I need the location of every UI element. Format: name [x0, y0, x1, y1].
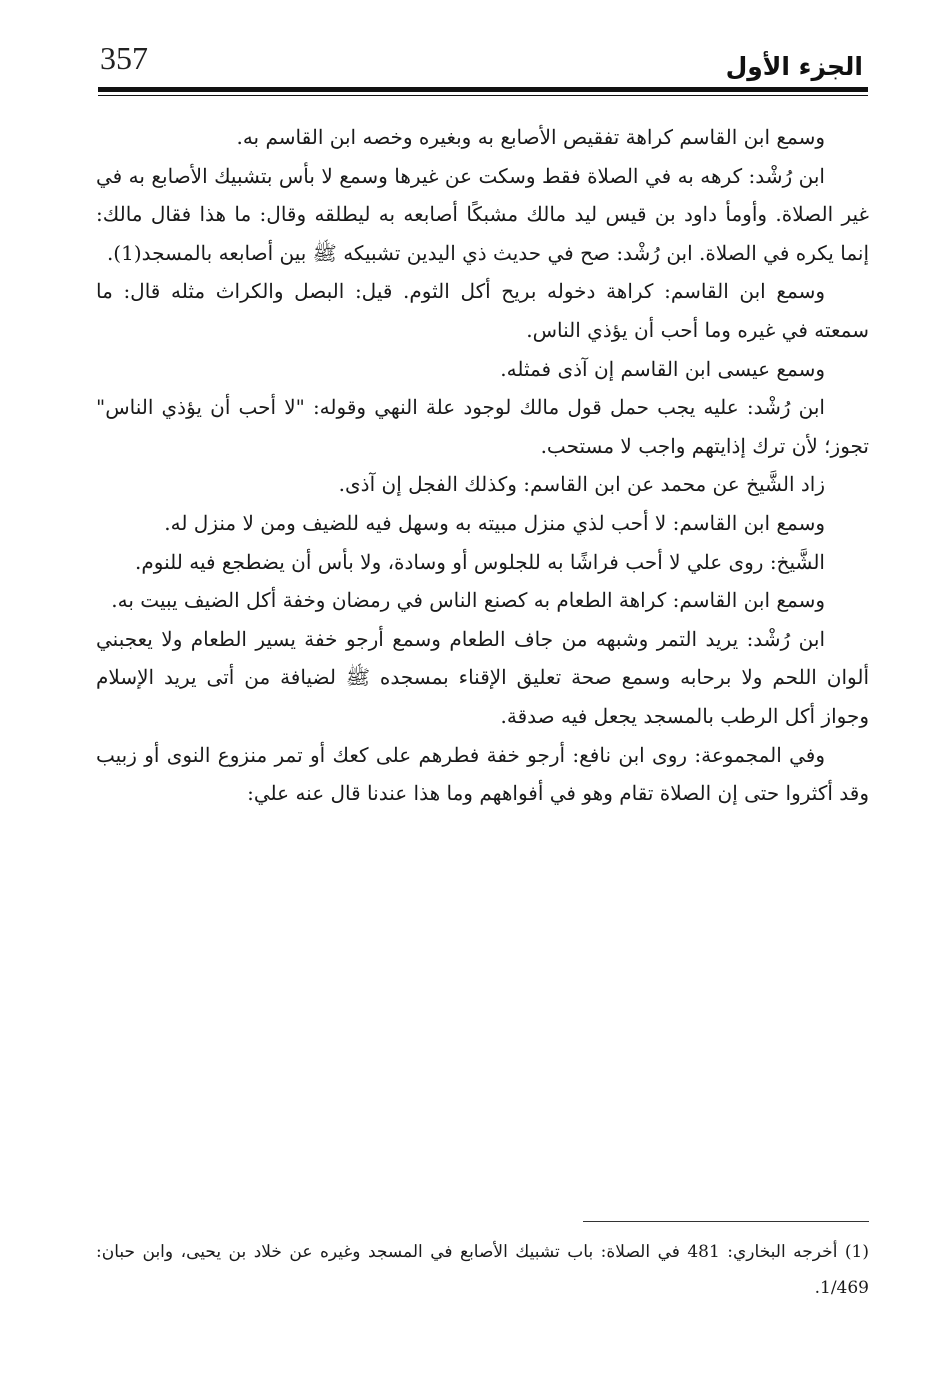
paragraph: وفي المجموعة: روى ابن نافع: أرجو خفة فطرهم على كعك أو تمر منزوع النوى أو زبيب وقد أكثروا حتى إن الصلاة تقام وهو في أفواههم وما هذا عندنا قال عنه علي:	[96, 742, 869, 806]
paragraph: وسمع ابن القاسم كراهة تفقيص الأصابع به وبغيره وخصه ابن القاسم به.	[236, 125, 825, 149]
running-head: الجزء الأول	[725, 52, 863, 81]
paragraph: وسمع ابن القاسم: كراهة دخوله بريح أكل الثوم. قيل: البصل والكراث مثله قال: ما سمعته في غيره وما أحب أن يؤذي الناس.	[96, 279, 869, 342]
header-rule-thin	[98, 95, 868, 96]
main-text	[96, 118, 869, 813]
paragraph: وسمع ابن القاسم: لا أحب لذي منزل مبيته به وسهل فيه للضيف ومن لا منزل له.	[164, 510, 825, 535]
footnote-rule	[583, 1221, 869, 1222]
paragraph: ابن رُشْد: عليه يجب حمل قول مالك لوجود علة النهي وقوله: "لا أحب أن يؤذي الناس" تجوز؛ لأن ترك إذايتهم واجب لا مستحب.	[96, 395, 869, 458]
page-number: 357	[100, 40, 148, 76]
paragraph: ابن رُشْد: يريد التمر وشبهه من جاف الطعام وسمع أرجو خفة يسير الطعام ولا يعجبني ألوان اللحم ولا برحابه وسمع صحة تعليق الإقناء بمسجده ﷺ لضيافة من أتى يريد الإسلام وجواز أكل الرطب بالمسجد يجعل فيه صدقة.	[96, 626, 869, 728]
footnote-text: (1) أخرجه البخاري: 481 في الصلاة: باب تشبيك الأصابع في المسجد وغيره عن خلاد بن يحيى، وابن حبان: 1/469.	[96, 1242, 869, 1298]
header-rule-thick	[98, 87, 868, 92]
paragraph: زاد الشَّيخ عن محمد عن ابن القاسم: وكذلك الفجل إن آذى.	[338, 472, 825, 497]
footnote	[96, 1234, 869, 1306]
paragraph: ابن رُشْد: كرهه به في الصلاة فقط وسكت عن غيرها وسمع لا بأس بتشبيك الأصابع به في غير الصلاة. وأومأ داود بن قيس ليد مالك مشبكًا أصابعه به ليطلقه وقال: ما هذا فقال مالك: إنما يكره في الصلاة. ابن رُشْد: صح في حديث ذي اليدين تشبيكه ﷺ بين أصابعه بالمسجد(1).	[96, 163, 869, 265]
paragraph: الشَّيخ: روى علي لا أحب فراشًا به للجلوس أو وسادة، ولا بأس أن يضطجع فيه للنوم.	[135, 549, 825, 574]
paragraph: وسمع عيسى ابن القاسم إن آذى فمثله.	[500, 356, 825, 381]
paragraph: وسمع ابن القاسم: كراهة الطعام به كصنع الناس في رمضان وخفة أكل الضيف يبيت به.	[111, 588, 825, 613]
